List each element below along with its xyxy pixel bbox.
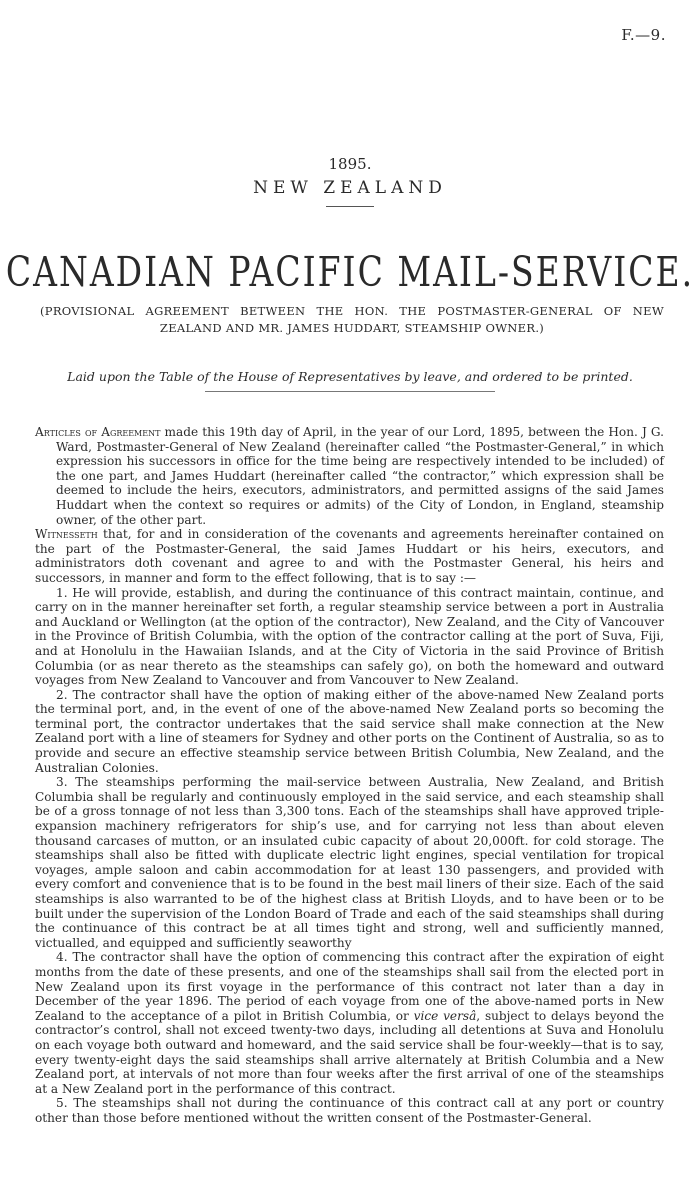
clause-2: 2. The contractor shall have the option of making either of the above-named New Zealand ports the terminal port, and, in the event of one of the above-named New Zealand ports so becoming the terminal port, the contractor undertakes that the said service shall make connection at the New Zealand port with a line of steamers for Sydney and other ports on the Continent of Australia, so as to provide and secure an effective steamship service between British Columbia, New Zealand, and the Australian Colonies. xyxy=(35,687,664,775)
clause-4-part-b: , subject to delays beyond the contractor’s control, shall not exceed twenty-two days, including all detentions at Suva and Honolulu on each voyage both outward and homeward, and the said service shall be four-weekly—that is to say, every twenty-eight days the said steamships shall arrive alternately at British Columbia and a New Zealand port, at intervals of not more than four weeks after the first arrival of one of the steamships at a New Zealand port in the performance of this contract. xyxy=(35,1008,664,1096)
page-reference: F.—9. xyxy=(621,26,666,44)
opening-text: made this 19th day of April, in the year of our Lord, 1895, between the Hon. J G. Ward, Postmaster-General of New Zealand (hereinafter called “the Postmaster-General,” in which expression his successors in office for the time being are respectively intended to be included) of the one part, and James Huddart (hereinafter called “the contractor,” which expression shall be deemed to include the heirs, executors, administrators, and permitted assigns of the said James Huddart when the context so requires or admits) of the City of London, in England, steamship owner, of the other part. xyxy=(56,425,664,527)
clause-3: 3. The steamships performing the mail-service between Australia, New Zealand, and British Columbia shall be regularly and continuously employed in the said service, and each steamship shall be of a gross tonnage of not less than 3,300 tons. Each of the steamships shall have approved triple-expansion machinery refrigerators for ship’s use, and for carrying not less than about eleven thousand carcases of mutton, or an insulated cubic capacity of about 20,000ft. for cold storage. The steamships shall also be fitted with duplicate electric light engines, special ventilation for tropical voyages, ample saloon and cabin accommodation for at least 130 passengers, and provided with every comfort and convenience that is to be found in the best mail liners of their size. Each of the said steamships is also warranted to be of the highest class at British Lloyds, and to have been or to be built under the supervision of the London Board of Trade and each of the said steamships shall during the continuance of this contract be at all times tight and strong, well and sufficiently manned, victualled, and equipped and sufficiently seaworthy xyxy=(35,775,664,950)
opening-lead: Articles of Agreement xyxy=(35,425,161,439)
page-title: CANADIAN PACIFIC MAIL-SERVICE. xyxy=(5,247,695,296)
witnesseth-text: that, for and in consideration of the covenants and agreements hereinafter contained on the part of the Postmaster-General, the said James Huddart or his heirs, executors, and administrators doth covenant and agree to and with the Postmaster General, his heirs and successors, in manner and form to the effect following, that is to say :— xyxy=(35,527,664,585)
clause-1: 1. He will provide, establish, and during the continuance of this contract maintain, continue, and carry on in the manner hereinafter set forth, a regular steamship service between a port in Australia and Auckland or Wellington (at the option of the contractor), New Zealand, and the City of Vancouver in the Province of British Columbia, with the option of the contractor calling at the port of Suva, Fiji, and at Honolulu in the Hawaiian Islands, and at the City of Victoria in the said Province of British Columbia (or as near thereto as the steamships can safely go), on both the homeward and outward voyages from New Zealand to Vancouver and from Vancouver to New Zealand. xyxy=(35,585,664,688)
agreement-body xyxy=(35,425,664,1126)
laid-note: Laid upon the Table of the House of Representatives by leave, and ordered to be printed. xyxy=(67,369,633,384)
section-divider xyxy=(205,391,495,392)
clause-4-part-a: 4. The contractor shall have the option of commencing this contract after the expiration of eight months from the date of these presents, and one of the steamships shall sail from the elected port in New Zealand upon its first voyage in the performance of this contract not later than a day in December of the year 1896. The period of each voyage from one of the above-named ports in New Zealand to the acceptance of a pilot in British Columbia, or xyxy=(35,950,664,1023)
witnesseth-paragraph xyxy=(35,527,664,585)
clause-4-italic: vice versâ xyxy=(413,1008,477,1023)
country-heading: NEW ZEALAND xyxy=(253,178,447,198)
opening-paragraph xyxy=(35,425,664,527)
clause-4 xyxy=(35,950,664,1096)
document-subtitle: (PROVISIONAL AGREEMENT BETWEEN THE HON. THE POSTMASTER-GENERAL OF NEW ZEALAND AND MR. JAMES HUDDART, STEAMSHIP OWNER.) xyxy=(40,304,664,335)
witnesseth-lead: Witnesseth xyxy=(35,527,98,542)
document-year: 1895. xyxy=(328,155,372,173)
heading-divider xyxy=(326,206,374,207)
clause-5: 5. The steamships shall not during the continuance of this contract call at any port or country other than those before mentioned without the written consent of the Postmaster-General. xyxy=(35,1096,664,1125)
